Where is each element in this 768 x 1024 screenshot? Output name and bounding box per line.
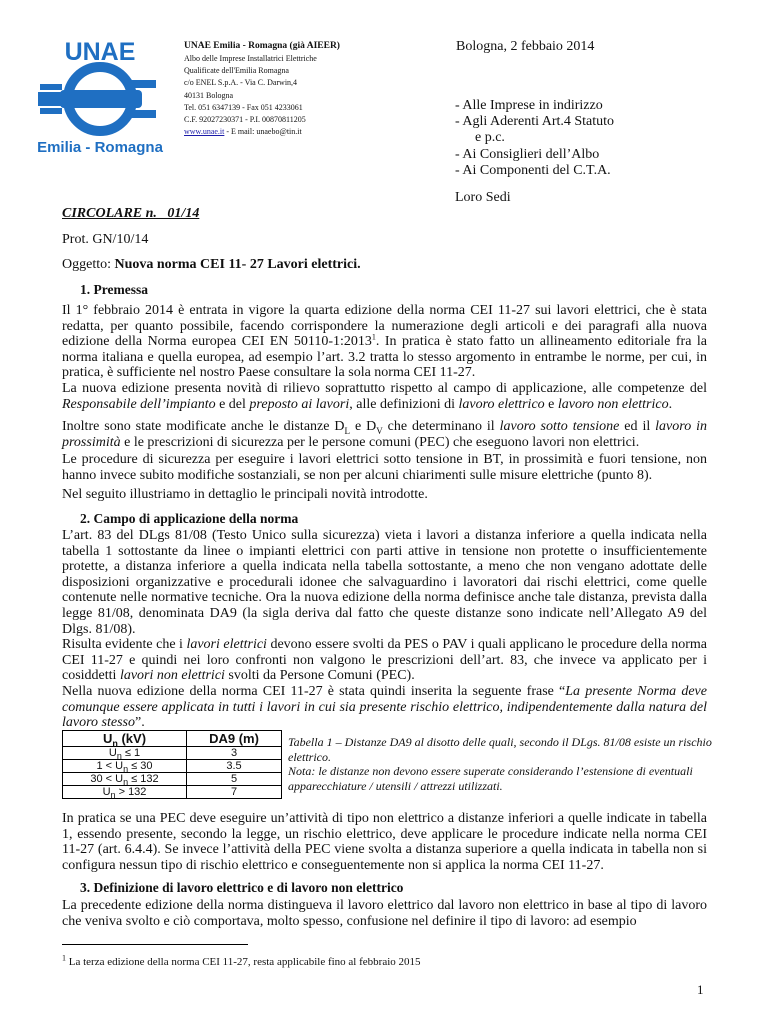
page-number: 1 (697, 982, 704, 997)
footnote: $^1$ La terza edizione della norma CEI 11-27, resta applicabile fino al febbraio 2015 (62, 953, 421, 968)
sender-block (184, 40, 394, 138)
footnote-ref: 1 (371, 332, 376, 342)
caption-note: Nota: le distanze non devono essere superate considerando l’estensione di eventuali apparecchiature / utensili / attrezzi utilizzati. (288, 764, 693, 793)
paragraph-7: Risulta evidente che i lavori elettrici devono essere svolti da PES o PAV i quali applicano le procedure della norma CEI 11-27 e quindi nei loro confronti non valgono le prescrizioni dell’art. 83, che invece va applicato per i cosiddetti lavori non elettrici svolti da Persone Comuni (PEC). (62, 637, 707, 684)
table-row: $1 < U_n \le 30$ 3.5 (63, 760, 282, 773)
loro-sedi: Loro Sedi (455, 190, 511, 205)
recipient: - Agli Aderenti Art.4 Statuto (455, 114, 615, 130)
paragraph-9: In pratica se una PEC deve eseguire un’attività di tipo non elettrico a distanze inferiori a quelle indicate in tabella 1, essendo presente, secondo la legge, un rischio elettrico, deve applicare le procedure indicate nella norma CEI 11-27 (art. 6.4.4). Se invece l’attività della PEC viene svolta a distanza superiore a quella indicata in tabella non si configura nessun tipo di rischio elettrico e conseguentemente non si applica la norma CEI 11-27. (62, 811, 707, 873)
subject-text: Nuova norma CEI 11- 27 Lavori elettrici. (114, 257, 361, 272)
sender-line: C.F. 92027230371 - P.I. 00870811205 (184, 115, 306, 125)
website-link[interactable]: www.unae.it (184, 127, 225, 137)
table-row: $U_n \le 1$ 3 (63, 747, 282, 760)
table-header-row (63, 731, 282, 747)
recipient: - Ai Consiglieri dell’Albo (455, 146, 600, 162)
table-row: $30 < U_n \le 132$ 5 (63, 773, 282, 786)
paragraph-6: L’art. 83 del DLgs 81/08 (Testo Unico sulla sicurezza) vieta i lavori a distanza inferiore a quella indicata nella tabella 1 sottostante da linee o impianti elettrici con parti attive in tensione non protette o insufficientemente protette, a distanza inferiore a quella indicata nella tabella sottostante, a meno che non vengano adottate delle disposizioni organizzative e procedurali idonee che salvaguardino i lavoratori dai rischi elettrici, come quelle contenute nelle normative tecniche. Ora la nuova edizione della norma definisce anche tale distanza, prevista dalla legge 81/08, denominata DA9 (la sigla deriva dal fatto che queste distanze sono indicate nell’Allegato A9 del Dlgs. 81/08). (62, 528, 707, 637)
section-heading-1: 1. Premessa (80, 282, 148, 297)
da9-table (62, 730, 282, 799)
letter-date: Bologna, 2 febbaio 2014 (456, 39, 595, 54)
table-caption (288, 735, 718, 793)
recipient: e p.c. (475, 130, 505, 146)
subject-label: Oggetto: (62, 257, 115, 272)
recipient: - Ai Componenti del C.T.A. (455, 162, 611, 178)
table-header-un: $U_n$ (kV) (63, 731, 187, 747)
recipient: - Alle Imprese in indirizzo (455, 98, 603, 113)
paragraph-2: La nuova edizione presenta novità di rilievo soprattutto rispetto al campo di applicazione, alle competenze del Responsabile dell’impianto e del preposto ai lavori, alle definizioni di lavoro elettrico e lavoro non elettrico. (62, 381, 707, 412)
sender-title: UNAE Emilia - Romagna (già AIEER) (184, 41, 340, 51)
paragraph-1: Il 1° febbraio 2014 è entrata in vigore la quarta edizione della norma CEI 11-27 sui lavori elettrici, che è stata redatta, per quanto possibile, facendo corrispondere la numerazione degli articoli e dei paragrafi alla nuova edizione della Norma europea CEI EN 50110-1:2013$^1$. In pratica è stato fatto un allineamento editoriale fra la norma italiana e quella europea, ad esempio l’art. 3.2 tratta lo stesso argomento in entrambe le norme, per cui, in pratica, è sufficiente nel nostro Paese consultare la sola norma CEI 11-27. (62, 303, 707, 381)
footnote-divider (62, 944, 248, 945)
sender-line: Tel. 051 6347139 - Fax 051 4233061 (184, 102, 303, 112)
paragraph-8: Nella nuova edizione della norma CEI 11-27 è stata quindi inserita la seguente frase “La presente Norma deve comunque essere applicata in tutti i lavori in cui sia presente rischio elettrico, indipendentemente dalla natura del lavoro stesso”. (62, 684, 707, 731)
circolare-number: CIRCOLARE n. _01/14 (62, 206, 200, 221)
paragraph-3: Inoltre sono state modificate anche le distanze $D_L$ e $D_V$ che determinano il lavoro sotto tensione ed il lavoro in prossimità e le prescrizioni di sicurezza per le persone comuni (PEC) che eseguono lavori non elettrici. (62, 419, 708, 450)
subject-line (62, 257, 361, 273)
sender-line: Albo delle Imprese Installatrici Elettriche (184, 54, 317, 63)
sender-line: c/o ENEL S.p.A. - Via C. Darwin,4 (184, 78, 298, 88)
logo-bottom-text: Emilia - Romagna (37, 139, 163, 156)
caption-title: Tabella 1 – Distanze DA9 al disotto delle quali, secondo il DLgs. 81/08 esiste un rischio elettrico. (288, 735, 712, 764)
logo-top-text: UNAE (64, 38, 136, 66)
email-text: - E mail: unaebo@tin.it (224, 127, 302, 137)
table-row: $U_n > 132$ 7 (63, 786, 282, 799)
sender-line: 40131 Bologna (184, 90, 234, 100)
recipients-list (455, 98, 614, 179)
section-heading-2: 2. Campo di applicazione della norma (80, 511, 299, 526)
section-heading-3: 3. Definizione di lavoro elettrico e di lavoro non elettrico (80, 880, 404, 895)
unae-logo (30, 32, 170, 157)
paragraph-10: La precedente edizione della norma distingueva il lavoro elettrico dal lavoro non elettrico in base al tipo di lavoro che veniva svolto e ciò comportava, molto spesso, confusione nel definire il tipo di lavoro: ad esempio (62, 898, 707, 929)
protocol-number: Prot. GN/10/14 (62, 232, 149, 247)
paragraph-5: Nel seguito illustriamo in dettaglio le principali novità introdotte. (62, 487, 428, 502)
paragraph-4: Le procedure di sicurezza per eseguire i lavori elettrici sotto tensione in BT, in prossimità e fuori tensione, non hanno invece subito modifiche sostanziali, se non per alcuni chiarimenti sulle misure elettriche (punto 8). (62, 452, 707, 483)
table-header-da9: DA9 (m) (187, 731, 282, 747)
sender-line: Qualificate dell'Emilia Romagna (184, 66, 289, 76)
